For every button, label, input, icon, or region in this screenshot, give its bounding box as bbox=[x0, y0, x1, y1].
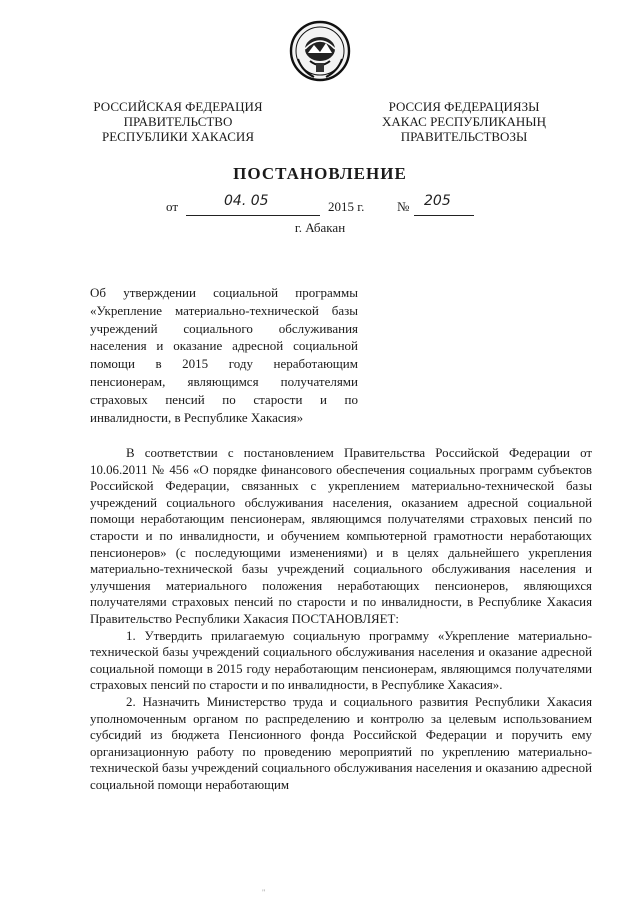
header-khakas-line: ХАКАС РЕСПУБЛИКАНЫҢ bbox=[381, 114, 547, 129]
number-handwritten: 205 bbox=[424, 193, 451, 209]
header-ru-line: РОССИЙСКАЯ ФЕДЕРАЦИЯ bbox=[93, 99, 263, 114]
number-sign: № bbox=[397, 199, 410, 214]
paragraph-preamble: В соответствии с постановлением Правительства Российской Федерации от 10.06.2011 № 456 «О порядке финансового обеспечения социальных программ субъектов Российской Федерации, связанных с укреплением материально-технической базы учреждений социального обслуживания населения, оказанием адресной социальной помощи неработающим пенсионерам, являющимся получателями страховых пенсий по старости и по инвалидности, и обучением компьютерной грамотности неработающих пенсионеров» (с последующими изменениями) и в целях дальнейшего укрепления материально-технической базы учреждений социального обслуживания населения и улучшения материального положения неработающих пенсионеров, являющихся получателями страховых пенсий по старости и по инвалидности, в Республике Хакасия Правительство Республики Хакасия ПОСТАНОВЛЯЕТ: bbox=[90, 446, 592, 626]
number-underline bbox=[414, 214, 474, 216]
date-handwritten: 04. 05 bbox=[224, 193, 269, 209]
coat-of-arms-emblem bbox=[288, 19, 352, 85]
date-number-line bbox=[166, 193, 486, 219]
document-body bbox=[90, 445, 592, 793]
city-label: г. Абакан bbox=[294, 220, 346, 235]
date-prefix: от bbox=[166, 199, 179, 214]
header-ru-line: РЕСПУБЛИКИ ХАКАСИЯ bbox=[101, 129, 254, 144]
document-title: ПОСТАНОВЛЕНИЕ bbox=[233, 164, 407, 183]
year-text: 2015 г. bbox=[328, 199, 365, 214]
date-underline bbox=[186, 214, 320, 216]
header-ru bbox=[78, 99, 278, 144]
paragraph-item-2: 2. Назначить Министерство труда и социального развития Республики Хакасия уполномоченным органом по распределению и контролю за целевым использованием субсидий из бюджета Пенсионного фонда Российской Федерации и поручить ему организационную работу по проведению мероприятий по укреплению материально-технической базы учреждений социального обслуживания населения и оказанию адресной социальной помощи неработающим bbox=[90, 694, 592, 792]
header-ru-line: ПРАВИТЕЛЬСТВО bbox=[123, 114, 233, 129]
paragraph-item-1: 1. Утвердить прилагаемую социальную программу «Укрепление материально-технической базы учреждений социального обслуживания населения и оказание адресной социальной помощи в 2015 году неработающим пенсионерам, являющимся получателями страховых пенсий по старости и по инвалидности, в Республике Хакасия». bbox=[90, 628, 592, 693]
footer-mark: " bbox=[262, 888, 266, 897]
subject-block: Об утверждении социальной программы «Укрепление материально-технической базы учреждений социального обслуживания населения и оказание адресной социальной помощи в 2015 году неработающим пенсионерам, являющимся получателями страховых пенсий по старости и по инвалидности, в Республике Хакасия» bbox=[90, 285, 358, 425]
header-khakas-line: ПРАВИТЕЛЬСТВОЗЫ bbox=[400, 129, 528, 144]
header-khakas-line: РОССИЯ ФЕДЕРАЦИЯЗЫ bbox=[388, 99, 540, 114]
header-khakas bbox=[364, 99, 564, 144]
